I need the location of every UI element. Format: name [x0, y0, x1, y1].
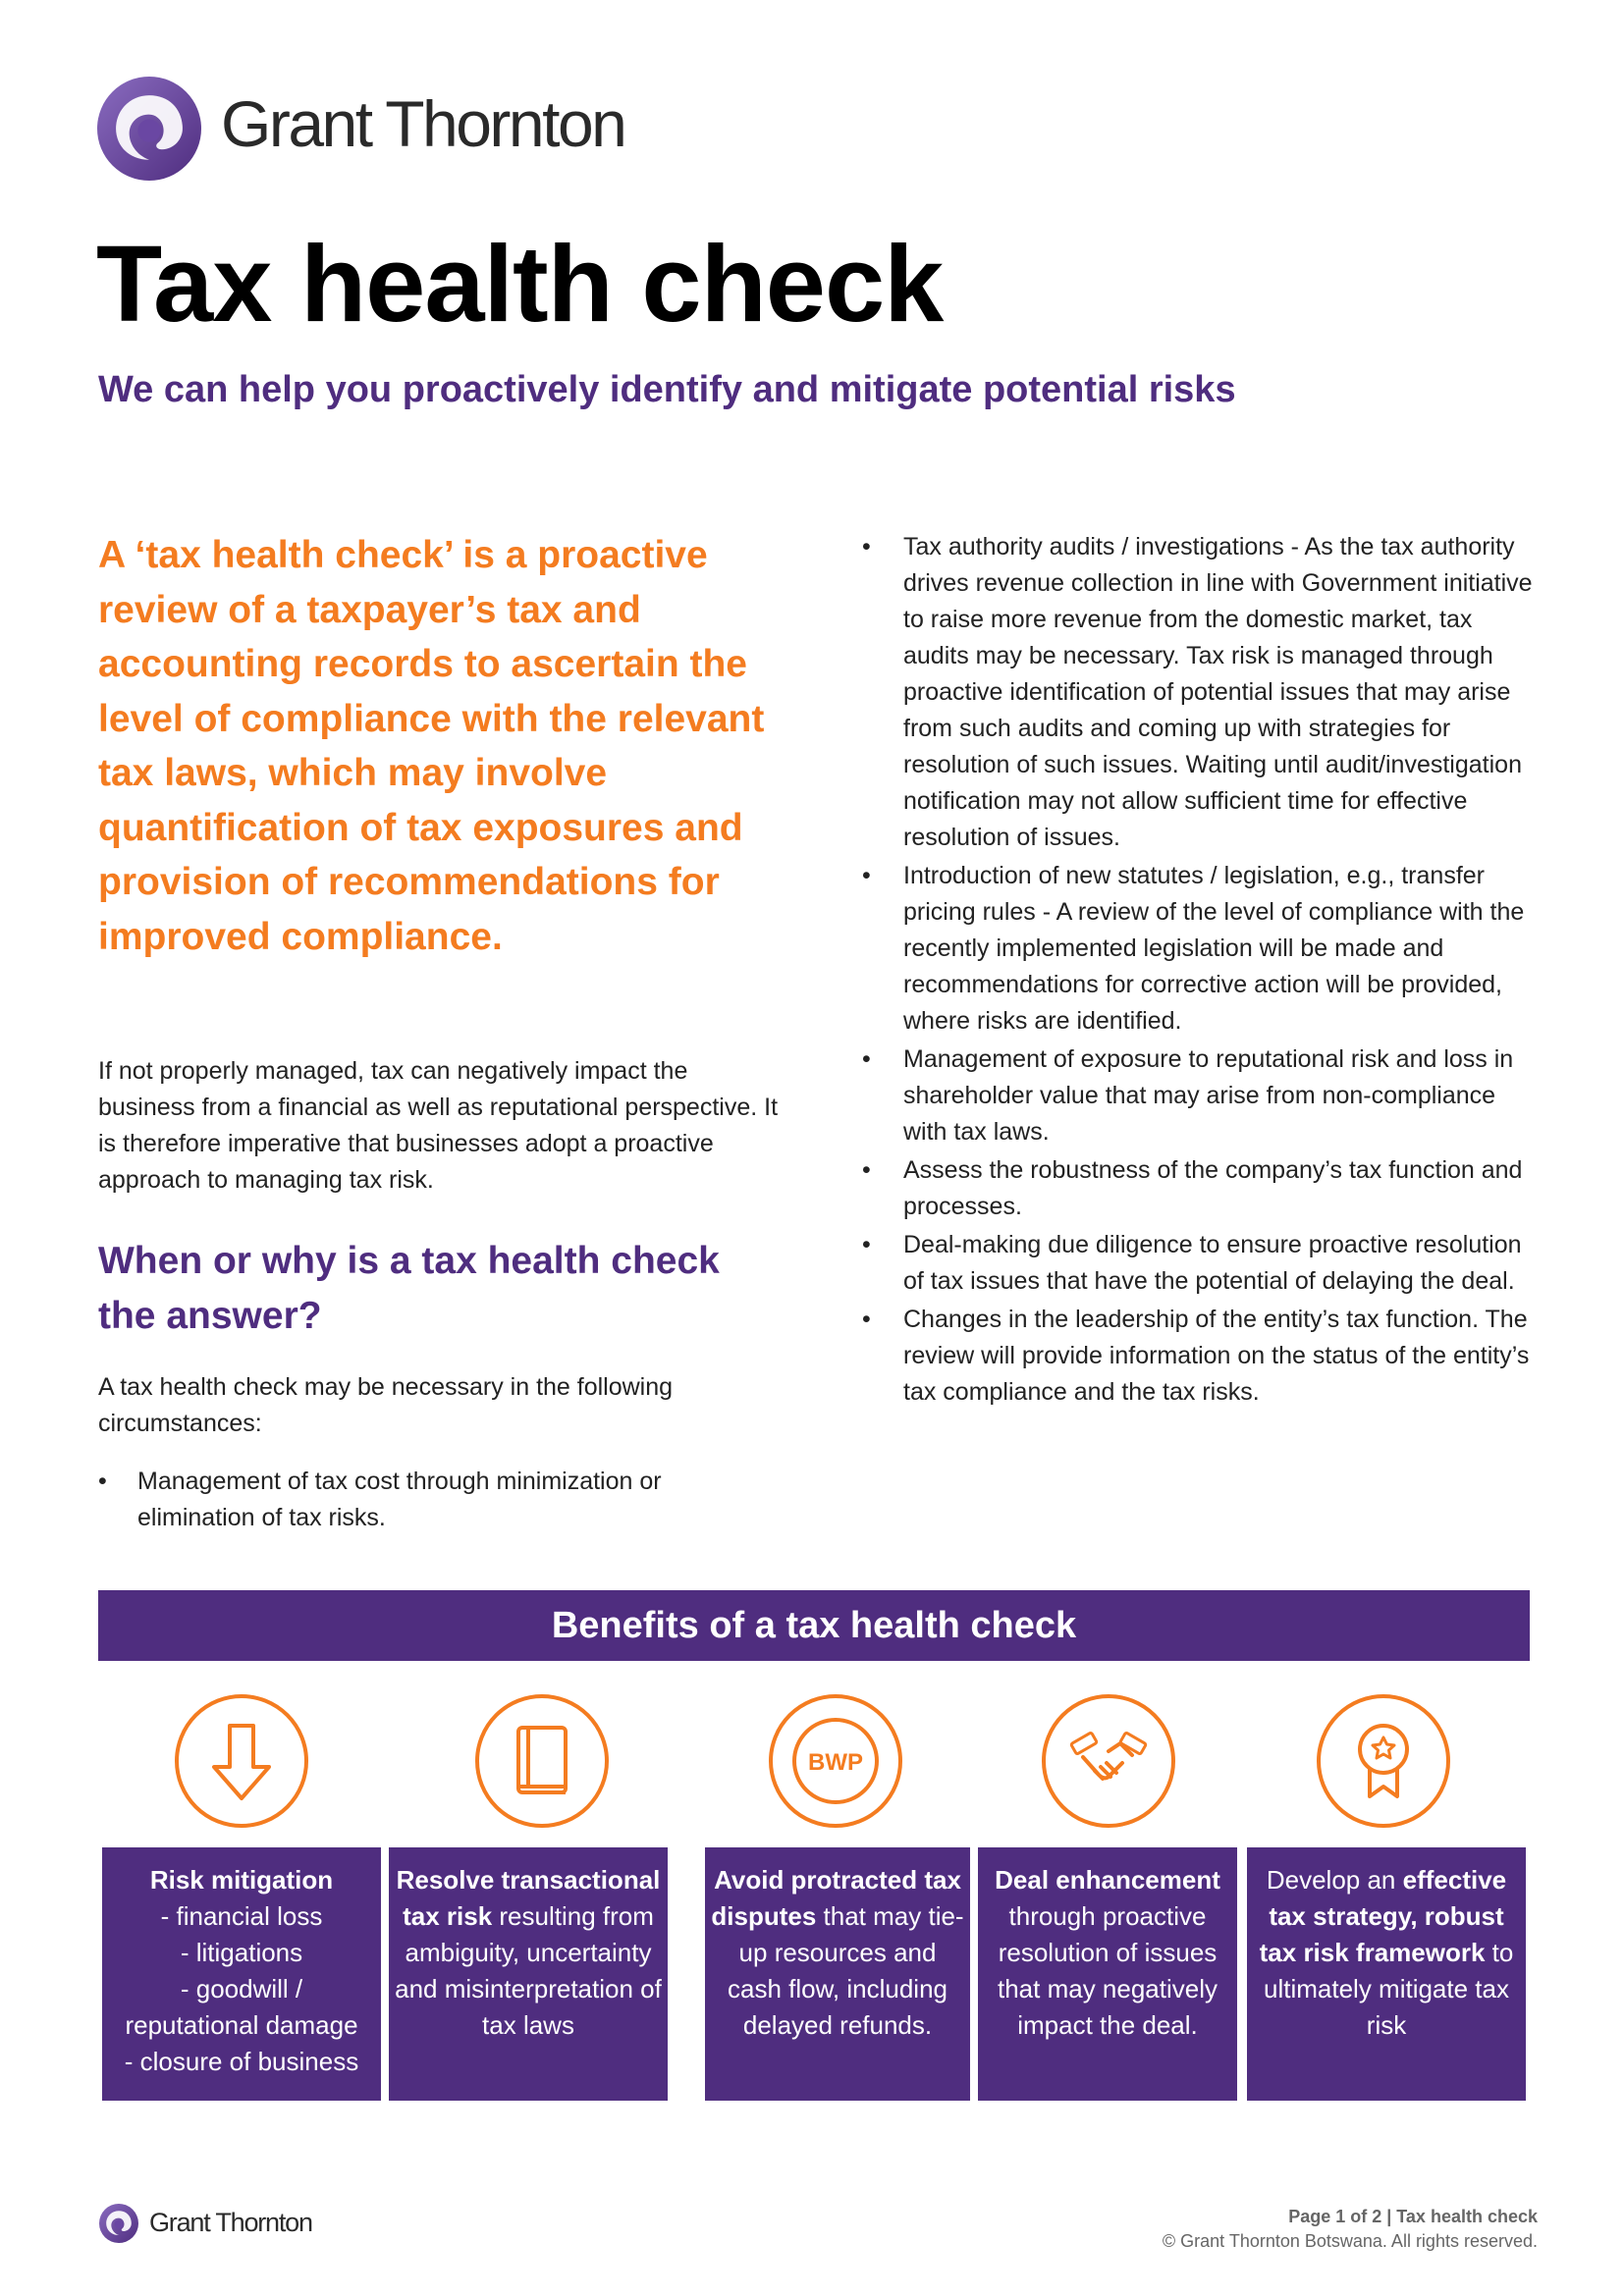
benefit-card-transactional-risk: Resolve transactional tax risk resulting from ambiguity, uncertainty and misinterpretation of tax laws [389, 1847, 668, 2101]
bwp-label: BWP [808, 1749, 863, 1776]
right-bullet-list [862, 529, 1536, 1413]
footer-brand-name: Grant Thornton [149, 2208, 312, 2237]
award-badge-icon [1315, 1692, 1452, 1830]
benefit-card-tax-strategy: Develop an effective tax strategy, robust tax risk framework to ultimately mitigate tax risk [1247, 1847, 1526, 2101]
page-title: Tax health check [96, 224, 944, 345]
bullet-icon: • [98, 1468, 107, 1495]
handshake-icon [1040, 1692, 1177, 1830]
bullet-icon: • [862, 1156, 871, 1184]
left-bullet-list [98, 1464, 776, 1538]
lead-paragraph: A ‘tax health check’ is a proactive review of a taxpayer’s tax and accounting records to ascertain the level of compliance with the relevant tax laws, which may involve quantification of tax exposures and provision of recommendations for improved compliance. [98, 534, 765, 958]
bullet-icon: • [862, 1231, 871, 1258]
brand-name: Grant Thornton [221, 87, 625, 160]
list-item: • Tax authority audits / investigations - As the tax authority drives revenue collection in line with Government initiative to raise more revenue from the domestic market, tax audits may be necessary. Tax risk is managed through proactive identification of potential issues that may arise from such audits and coming up with strategies for resolution of such issues. Waiting until audit/investigation notification may not allow sufficient time for effective resolution of issues. [862, 529, 1536, 856]
book-icon [473, 1692, 611, 1830]
bullet-icon: • [862, 862, 871, 889]
page-subtitle: We can help you proactively identify and mitigate potential risks [98, 369, 1236, 410]
circumstances-intro: A tax health check may be necessary in the following circumstances: [98, 1373, 674, 1437]
list-item: • Management of exposure to reputational risk and loss in shareholder value that may arise from non-compliance with tax laws. [862, 1041, 1536, 1150]
list-item: • Changes in the leadership of the entity’s tax function. The review will provide information on the status of the entity’s tax compliance and the tax risks. [862, 1302, 1536, 1411]
list-item: • Assess the robustness of the company’s tax function and processes. [862, 1152, 1536, 1225]
benefit-card-risk-mitigation: Risk mitigation - financial loss - litigations - goodwill / reputational damage - closure of business [102, 1847, 381, 2101]
benefit-card-tax-disputes: Avoid protracted tax disputes that may tie-up resources and cash flow, including delayed refunds. [705, 1847, 970, 2101]
bullet-icon: • [862, 533, 871, 561]
bwp-currency-icon [767, 1692, 904, 1830]
footer-logo-icon [99, 2204, 138, 2243]
list-item: • Introduction of new statutes / legislation, e.g., transfer pricing rules - A review of the level of compliance with the recently implemented legislation will be made and recommendations for corrective action will be provided, where risks are identified. [862, 858, 1536, 1040]
arrow-down-icon [173, 1692, 310, 1830]
copyright: © Grant Thornton Botswana. All rights reserved. [1162, 2231, 1538, 2251]
benefits-heading: Benefits of a tax health check [98, 1590, 1530, 1661]
bullet-icon: • [862, 1306, 871, 1333]
list-item: • Management of tax cost through minimization or elimination of tax risks. [98, 1464, 776, 1536]
benefit-card-deal-enhancement: Deal enhancement through proactive resolution of issues that may negatively impact the deal. [978, 1847, 1237, 2101]
intro-paragraph: If not properly managed, tax can negatively impact the business from a financial as well as reputational perspective. It is therefore imperative that businesses adopt a proactive approach to managing tax risk. [98, 1057, 779, 1194]
page-label: Page 1 of 2 | Tax health check [1288, 2207, 1538, 2226]
bullet-icon: • [862, 1045, 871, 1073]
footer-page-info [1163, 2205, 1538, 2254]
grant-thornton-logo-icon [97, 77, 201, 181]
section-heading: When or why is a tax health check the answer? [98, 1240, 720, 1337]
list-item: • Deal-making due diligence to ensure proactive resolution of tax issues that have the potential of delaying the deal. [862, 1227, 1536, 1300]
